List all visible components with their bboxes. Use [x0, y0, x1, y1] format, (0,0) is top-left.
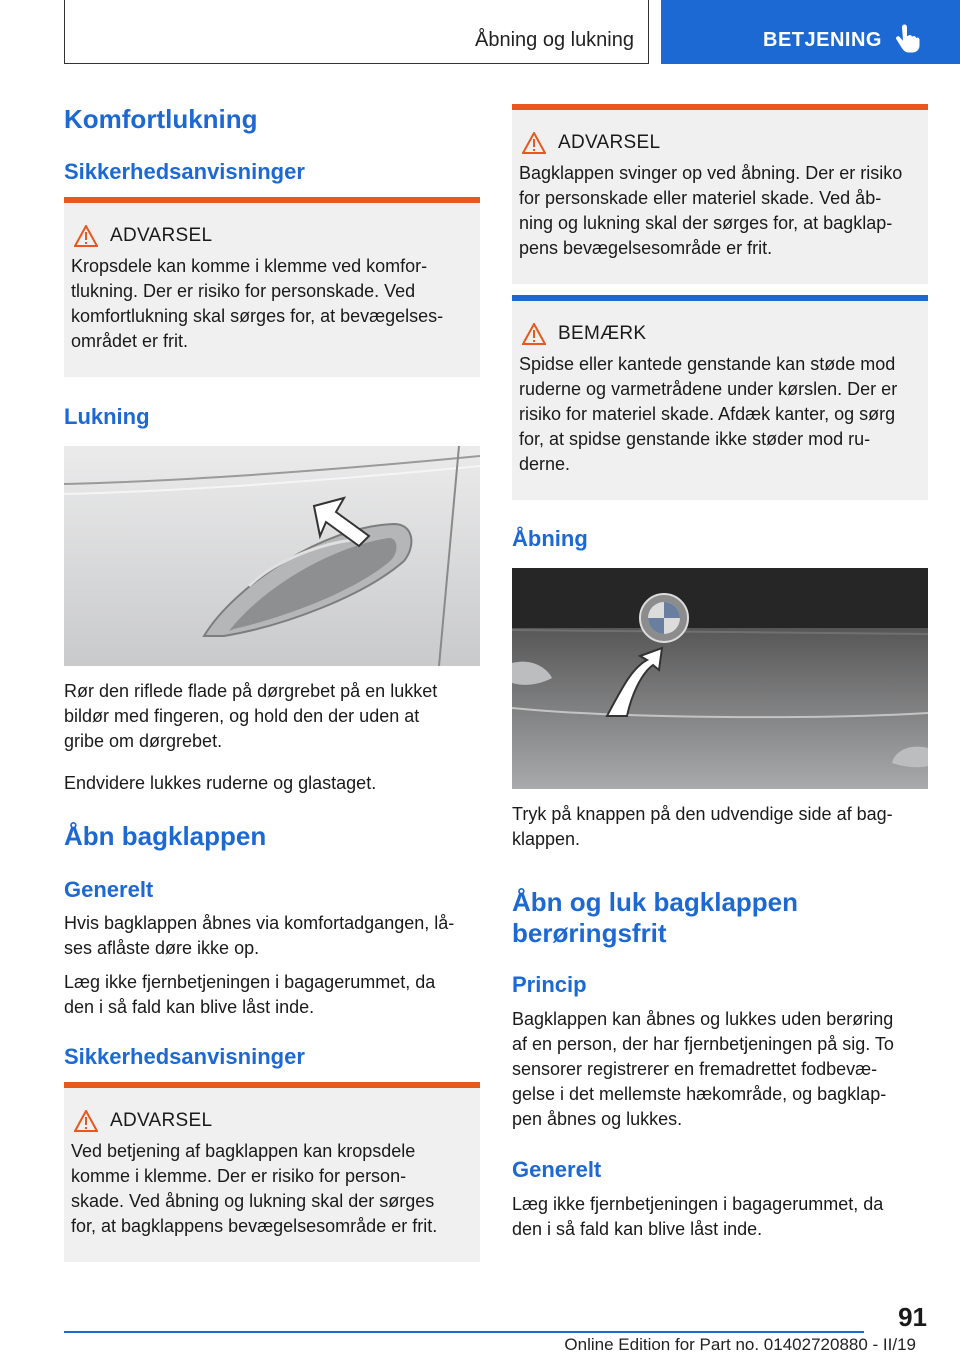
warning-title: ADVARSEL	[110, 1110, 213, 1131]
paragraph-princip	[512, 1007, 894, 1132]
warning-triangle-icon	[74, 1110, 98, 1132]
footer-edition: Online Edition for Part no. 01402720880 - II/19	[564, 1335, 916, 1354]
header-chapter-tab[interactable]	[661, 0, 960, 64]
text-line: ses aflåste døre ikke op.	[64, 938, 260, 958]
warning-bar	[512, 104, 928, 110]
hand-pointer-icon	[894, 24, 920, 54]
heading-komfortlukning: Komfortlukning	[64, 104, 258, 134]
footer-rule	[64, 1331, 864, 1333]
notice-box	[512, 295, 928, 500]
notice-body	[519, 352, 924, 477]
paragraph-endvidere: Endvidere lukkes ruderne og glastaget.	[64, 773, 377, 793]
heading-line: berøringsfrit	[512, 918, 667, 948]
header-section-box	[64, 0, 649, 64]
notice-triangle-icon	[522, 323, 546, 345]
text-line: Tryk på knappen på den udvendige side af bag-	[512, 804, 893, 824]
text-line: Læg ikke fjernbetjeningen i bagagerummet, da	[64, 972, 436, 992]
warning-line: for, at bagklappens bevægelsesområde er frit.	[71, 1216, 438, 1236]
warning-box-3	[512, 104, 928, 284]
warning-line: pens bevægelsesområde er frit.	[519, 238, 773, 258]
warning-line: komme i klemme. Der er risiko for person-	[71, 1166, 407, 1186]
paragraph-laeg-2	[512, 1192, 883, 1242]
text-line: sensorer registrerer en fremadrettet fodbevæ-	[512, 1059, 878, 1079]
text-line: den i så fald kan blive låst inde.	[64, 997, 315, 1017]
warning-bar	[64, 197, 480, 203]
notice-line: risiko for materiel skade. Afdæk kanter, og sørg	[519, 404, 896, 424]
heading-sikkerhedsanvisninger-1: Sikkerhedsanvisninger	[64, 159, 305, 184]
notice-line: Spidse eller kantede genstande kan støde mod	[519, 354, 896, 374]
notice-bar	[512, 295, 928, 301]
warning-line: komfortlukning skal sørges for, at bevægelses-	[71, 306, 444, 326]
text-line: den i så fald kan blive låst inde.	[512, 1219, 763, 1239]
notice-line: ruderne og varmetrådene under kørslen. Der er	[519, 379, 898, 399]
warning-line: Bagklappen svinger op ved åbning. Der er risiko	[519, 163, 903, 183]
warning-box-1	[64, 197, 480, 377]
warning-line: ning og lukning skal der sørges for, at bagklap-	[519, 213, 893, 233]
heading-aabn-bagklappen: Åbn bagklappen	[64, 821, 267, 851]
text-line: Bagklappen kan åbnes og lukkes uden berøring	[512, 1009, 894, 1029]
warning-body	[71, 1139, 476, 1239]
warning-triangle-icon	[522, 132, 546, 154]
tailgate-figure	[512, 568, 928, 789]
door-handle-illustration	[64, 446, 480, 666]
warning-body	[519, 161, 924, 261]
heading-generelt-1: Generelt	[64, 877, 154, 902]
door-handle-figure	[64, 446, 480, 666]
header-chapter-title: BETJENING	[763, 29, 882, 51]
tailgate-illustration	[512, 568, 928, 789]
text-line: Hvis bagklappen åbnes via komfortadgangen, lå-	[64, 913, 455, 933]
text-line: pen åbnes og lukkes.	[512, 1109, 683, 1129]
warning-line: skade. Ved åbning og lukning skal der sørges	[71, 1191, 435, 1211]
notice-title: BEMÆRK	[558, 323, 647, 344]
warning-bar	[64, 1082, 480, 1088]
paragraph-hvis	[64, 911, 454, 961]
warning-title: ADVARSEL	[110, 225, 213, 246]
heading-lukning: Lukning	[64, 404, 150, 429]
heading-princip: Princip	[512, 972, 587, 997]
text-line: klappen.	[512, 829, 581, 849]
paragraph-roer	[64, 679, 437, 754]
warning-line: tlukning. Der er risiko for personskade. Ved	[71, 281, 416, 301]
warning-line: for personskade eller materiel skade. Ved åb-	[519, 188, 882, 208]
paragraph-tryk	[512, 802, 893, 852]
warning-box-2	[64, 1082, 480, 1262]
notice-line: for, at spidse genstande ikke støder mod ru-	[519, 429, 871, 449]
warning-title: ADVARSEL	[558, 132, 661, 153]
heading-beroeringsfrit	[512, 887, 798, 949]
header-section-title: Åbning og lukning	[474, 29, 634, 51]
warning-line: området er frit.	[71, 331, 189, 351]
warning-body	[71, 254, 476, 354]
notice-line: derne.	[519, 454, 571, 474]
text-line: gribe om dørgrebet.	[64, 731, 223, 751]
page-number: 91	[898, 1302, 927, 1332]
warning-line: Kropsdele kan komme i klemme ved komfor-	[71, 256, 428, 276]
heading-aabning: Åbning	[512, 526, 588, 551]
text-line: Rør den riflede flade på dørgrebet på en lukket	[64, 681, 438, 701]
heading-line: Åbn og luk bagklappen	[512, 887, 799, 917]
text-line: gelse i det mellemste hækområde, og bagklap-	[512, 1084, 887, 1104]
heading-sikkerhedsanvisninger-2: Sikkerhedsanvisninger	[64, 1044, 305, 1069]
heading-generelt-2: Generelt	[512, 1157, 602, 1182]
text-line: Læg ikke fjernbetjeningen i bagagerummet, da	[512, 1194, 884, 1214]
warning-triangle-icon	[74, 225, 98, 247]
warning-line: Ved betjening af bagklappen kan kropsdele	[71, 1141, 416, 1161]
text-line: af en person, der har fjernbetjeningen på sig. To	[512, 1034, 894, 1054]
text-line: bildør med fingeren, og hold den der uden at	[64, 706, 420, 726]
paragraph-laeg-1	[64, 970, 435, 1020]
